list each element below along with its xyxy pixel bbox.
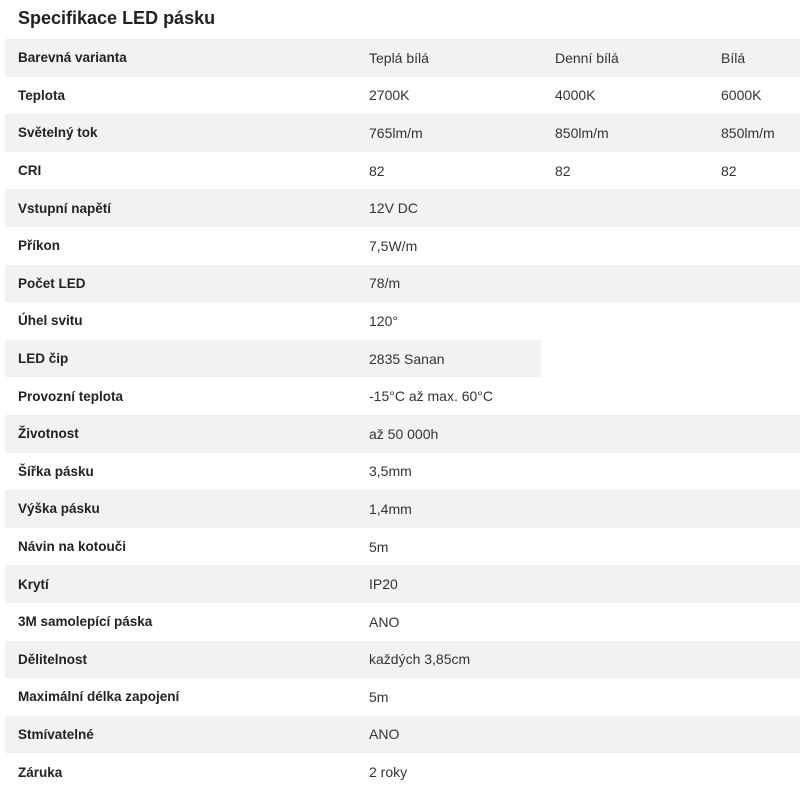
row-value: 2835 Sanan (369, 350, 445, 367)
row-label: Barevná varianta (18, 50, 127, 66)
spec-table (5, 39, 800, 791)
table-row (5, 753, 800, 791)
row-value: až 50 000h (369, 425, 439, 442)
row-value: 82 (555, 162, 571, 179)
row-label: Životnost (18, 426, 79, 442)
row-label: Výška pásku (18, 501, 100, 517)
row-value: Bílá (721, 49, 746, 66)
page-title: Specifikace LED pásku (18, 8, 216, 28)
row-value: 6000K (721, 87, 762, 104)
row-value: 7,5W/m (369, 237, 418, 254)
row-label: LED čip (18, 351, 69, 367)
table-row (5, 227, 800, 265)
row-label: Záruka (18, 764, 63, 780)
row-label: CRI (18, 163, 42, 179)
row-shading (5, 716, 800, 754)
row-value: 3,5mm (369, 463, 412, 480)
row-label: Úhel svitu (18, 313, 83, 329)
row-value: 5m (369, 538, 389, 555)
row-label: Krytí (18, 576, 49, 592)
table-row (5, 152, 800, 190)
table-row (5, 453, 800, 491)
table-row (5, 77, 800, 115)
row-value: 78/m (369, 275, 401, 292)
row-value: 2700K (369, 87, 410, 104)
row-label: Maximální délka zapojení (18, 689, 180, 705)
row-value: 82 (721, 162, 737, 179)
row-shading (5, 565, 800, 603)
table-row (5, 189, 800, 227)
table-row (5, 340, 800, 378)
row-value: 2 roky (369, 764, 408, 781)
table-row (5, 528, 800, 566)
table-row (5, 39, 800, 77)
row-shading (5, 265, 800, 303)
table-row (5, 265, 800, 303)
row-label: Vstupní napětí (18, 200, 112, 216)
row-label: Provozní teplota (18, 388, 124, 404)
row-value: každých 3,85cm (369, 651, 471, 668)
row-label: Návin na kotouči (18, 539, 127, 555)
row-value: -15°C až max. 60°C (369, 388, 494, 405)
row-label: 3M samolepící páska (18, 614, 153, 630)
table-row (5, 377, 800, 415)
table-row (5, 302, 800, 340)
row-value: ANO (369, 613, 400, 630)
row-value: IP20 (369, 576, 398, 593)
row-value: 82 (369, 162, 385, 179)
row-value: 5m (369, 688, 389, 705)
row-label: Světelný tok (18, 125, 98, 141)
table-row (5, 641, 800, 679)
table-row (5, 678, 800, 716)
row-value: 850lm/m (721, 124, 775, 141)
table-row (5, 415, 800, 453)
row-label: Stmívatelné (18, 726, 94, 742)
row-value: 1,4mm (369, 500, 412, 517)
row-value: Denní bílá (555, 49, 619, 66)
table-row (5, 565, 800, 603)
row-value: Teplá bílá (369, 49, 429, 66)
row-label: Počet LED (18, 275, 86, 291)
row-value: 12V DC (369, 200, 419, 217)
row-shading (5, 340, 541, 378)
row-label: Šířka pásku (18, 463, 94, 479)
row-label: Dělitelnost (18, 651, 88, 667)
row-value: 4000K (555, 87, 596, 104)
row-value: 765lm/m (369, 124, 423, 141)
table-row (5, 114, 800, 152)
row-value: 850lm/m (555, 124, 609, 141)
row-value: ANO (369, 726, 400, 743)
table-row (5, 603, 800, 641)
table-row (5, 490, 800, 528)
table-row (5, 716, 800, 754)
row-label: Příkon (18, 238, 61, 254)
row-label: Teplota (18, 87, 65, 103)
row-value: 120° (369, 312, 398, 329)
